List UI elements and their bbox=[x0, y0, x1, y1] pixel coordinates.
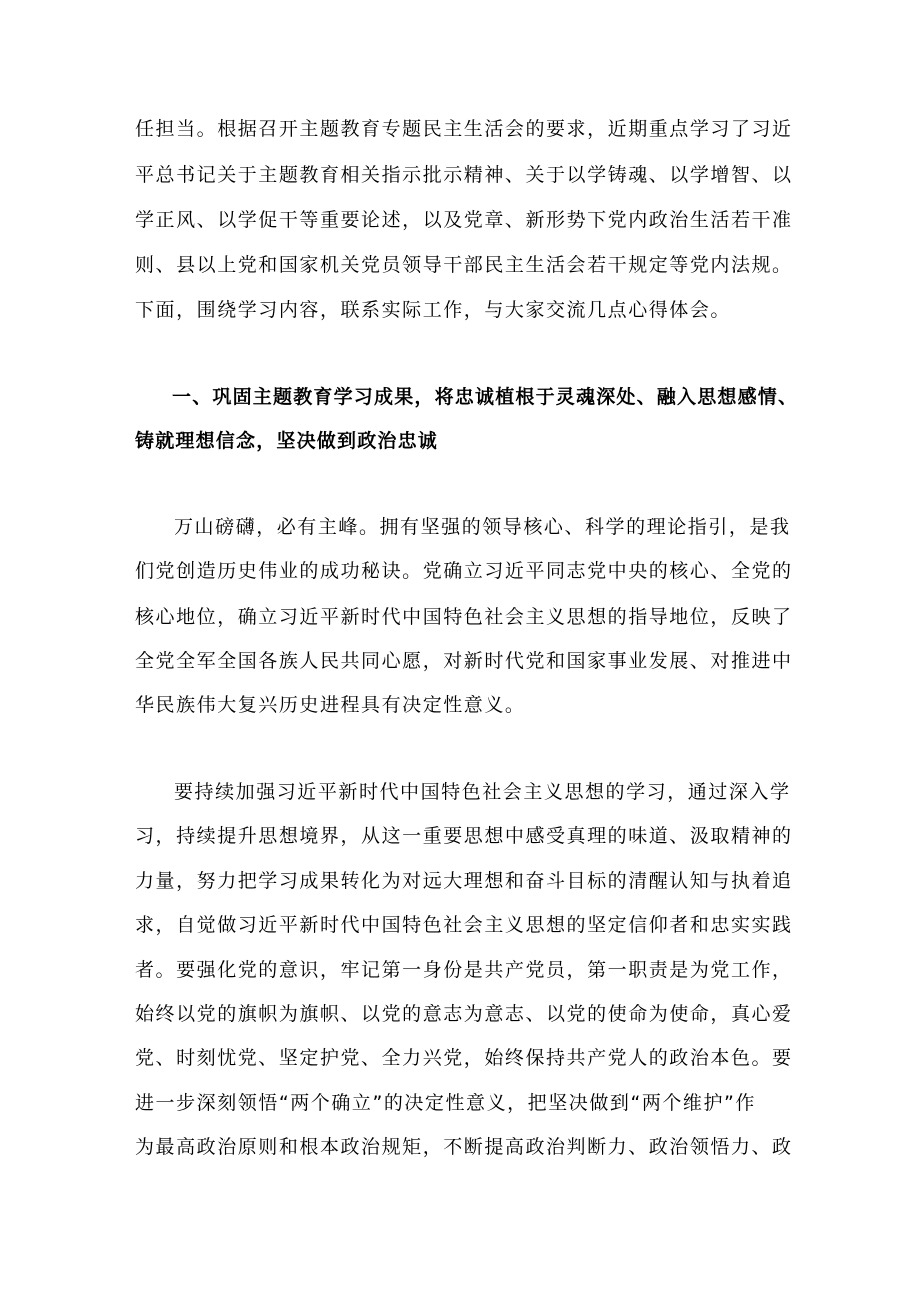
heading-line: 一、巩固主题教育学习成果，将忠诚植根于灵魂深处、融入思想感情、 bbox=[172, 386, 799, 408]
text-line: 核心地位，确立习近平新时代中国特色社会主义思想的指导地位，反映了 bbox=[135, 606, 793, 628]
text-line: 力量，努力把学习成果转化为对远大理想和奋斗目标的清醒认知与执着追 bbox=[135, 870, 793, 892]
text-line: 要持续加强习近平新时代中国特色社会主义思想的学习，通过深入学 bbox=[174, 781, 791, 803]
text-line: 求，自觉做习近平新时代中国特色社会主义思想的坚定信仰者和忠实实践 bbox=[135, 914, 793, 936]
text-line: 平总书记关于主题教育相关指示批示精神、关于以学铸魂、以学增智、以 bbox=[135, 164, 793, 186]
text-line: 华民族伟大复兴历史进程具有决定性意义。 bbox=[135, 694, 526, 716]
text-line: 万山磅礴，必有主峰。拥有坚强的领导核心、科学的理论指引，是我 bbox=[174, 516, 791, 538]
heading-line: 铸就理想信念，坚决做到政治忠诚 bbox=[135, 430, 439, 452]
text-line: 下面，围绕学习内容，联系实际工作，与大家交流几点心得体会。 bbox=[135, 299, 731, 321]
text-line: 全党全军全国各族人民共同心愿，对新时代党和国家事业发展、对推进中 bbox=[135, 650, 793, 672]
text-line: 任担当。根据召开主题教育专题民主生活会的要求，近期重点学习了习近 bbox=[135, 118, 793, 140]
text-line: 党、时刻忧党、坚定护党、全力兴党，始终保持共产党人的政治本色。要 bbox=[135, 1047, 793, 1069]
text-line: 们党创造历史伟业的成功秘诀。党确立习近平同志党中央的核心、全党的 bbox=[135, 560, 793, 582]
text-line: 进一步深刻领悟“两个确立”的决定性意义，把坚决做到“两个维护”作 bbox=[135, 1092, 756, 1114]
text-line: 者。要强化党的意识，牢记第一身份是共产党员，第一职责是为党工作， bbox=[135, 959, 793, 981]
text-line: 习，持续提升思想境界，从这一重要思想中感受真理的味道、汲取精神的 bbox=[135, 825, 793, 847]
text-line: 始终以党的旗帜为旗帜、以党的意志为意志、以党的使命为使命，真心爱 bbox=[135, 1003, 793, 1025]
text-line: 为最高政治原则和根本政治规矩，不断提高政治判断力、政治领悟力、政 bbox=[135, 1136, 793, 1158]
text-line: 学正风、以学促干等重要论述，以及党章、新形势下党内政治生活若干准 bbox=[135, 209, 793, 231]
text-line: 则、县以上党和国家机关党员领导干部民主生活会若干规定等党内法规。 bbox=[135, 254, 793, 276]
